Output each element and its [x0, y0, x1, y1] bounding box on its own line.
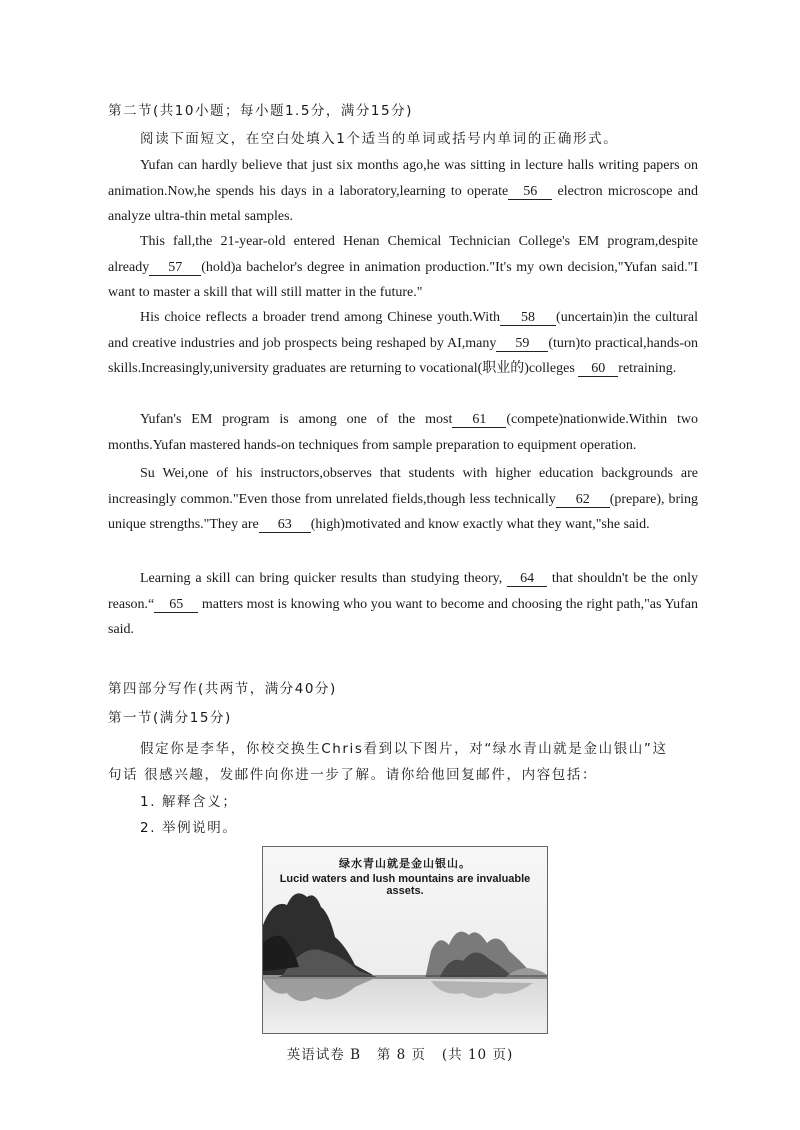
passage-text: electron microscope and analyze ultra-thin metal samples. — [108, 183, 698, 224]
passage-paragraph-1 — [108, 153, 698, 230]
writing-prompt-line-1: 假定你是李华，你校交换生Chris看到以下图片，对“绿水青山就是金山银山”这 — [140, 741, 668, 757]
writing-item-1: 1. 解释含义； — [140, 794, 238, 810]
passage-text: Learning a skill can bring quicker results than studying theory, — [140, 571, 503, 586]
passage-text: (compete)nationwide.Within two months.Yufan mastered hands-on techniques from sample preparation to equipment operation. — [108, 412, 698, 453]
passage-text: Yufan's EM program is among one of the most — [140, 412, 453, 427]
blank-63: 63 — [259, 517, 311, 533]
part4-section1-header: 第一节(满分15分) — [108, 710, 232, 726]
passage-paragraph-6 — [108, 566, 698, 643]
passage-text: Yufan can hardly believe that just six months ago,he was sitting in lecture halls writing papers on animation.Now,he spends his days in a laboratory,learning to operate — [108, 158, 698, 199]
passage-paragraph-3 — [108, 305, 698, 382]
passage-text: that shouldn't be the only reason.“ — [108, 571, 699, 612]
passage-text: (hold)a bachelor's degree in animation production."It's my own decision,"Yufan said."I want to master a skill that will still matter in the future." — [108, 259, 698, 300]
passage-text: (prepare), bring unique strengths."They are — [108, 491, 698, 532]
writing-item-2: 2. 举例说明。 — [140, 820, 238, 836]
passage-text: This fall,the 21-year-old entered Henan Chemical Technician College's EM program,despite already — [108, 234, 698, 275]
blank-58: 58 — [500, 310, 556, 326]
section2-header: 第二节(共10小题；每小题1.5分，满分15分) — [108, 103, 413, 119]
passage-text: (turn)to practical,hands-on skills.Increasingly,university graduates are returning to vocational(职业的)colleges — [108, 335, 699, 376]
blank-61: 61 — [452, 412, 506, 428]
blank-57: 57 — [149, 260, 201, 276]
passage-paragraph-5 — [108, 461, 698, 538]
passage-text: matters most is knowing who you want to become and choosing the right path,"as Yufan said. — [108, 596, 698, 637]
passage-text: His choice reflects a broader trend among Chinese youth.With — [140, 310, 501, 325]
passage-text: (high)motivated and know exactly what they want,"she said. — [310, 517, 650, 532]
section2-instruction: 阅读下面短文，在空白处填入1个适当的单词或括号内单词的正确形式。 — [140, 131, 619, 147]
passage-paragraph-2 — [108, 229, 698, 306]
passage-text: retraining. — [618, 361, 677, 376]
writing-prompt-line-2: 句话 很感兴趣，发邮件向你进一步了解。请你给他回复邮件，内容包括： — [108, 767, 598, 783]
passage-text: Su Wei,one of his instructors,observes that students with higher education backgrounds are increasingly common."Even those from unrelated fields,though less technically — [108, 466, 698, 507]
part4-header: 第四部分写作(共两节，满分40分) — [108, 681, 337, 697]
blank-65: 65 — [154, 597, 198, 613]
blank-59: 59 — [496, 336, 548, 352]
figure-caption-english: Lucid waters and lush mountains are invaluable assets. — [279, 873, 531, 897]
page-footer: 英语试卷 B 第 8 页 (共 10 页) — [286, 1047, 514, 1063]
passage-text: (uncertain)in the cultural and creative industries and job prospects being reshaped by AI,many — [108, 310, 698, 351]
figure-caption-chinese: 绿水青山就是金山银山。 — [339, 857, 471, 870]
blank-56: 56 — [508, 184, 552, 200]
blank-60: 60 — [578, 361, 618, 377]
passage-paragraph-4 — [108, 407, 698, 458]
blank-64: 64 — [507, 571, 547, 587]
landscape-figure — [262, 846, 548, 1034]
blank-62: 62 — [556, 492, 610, 508]
